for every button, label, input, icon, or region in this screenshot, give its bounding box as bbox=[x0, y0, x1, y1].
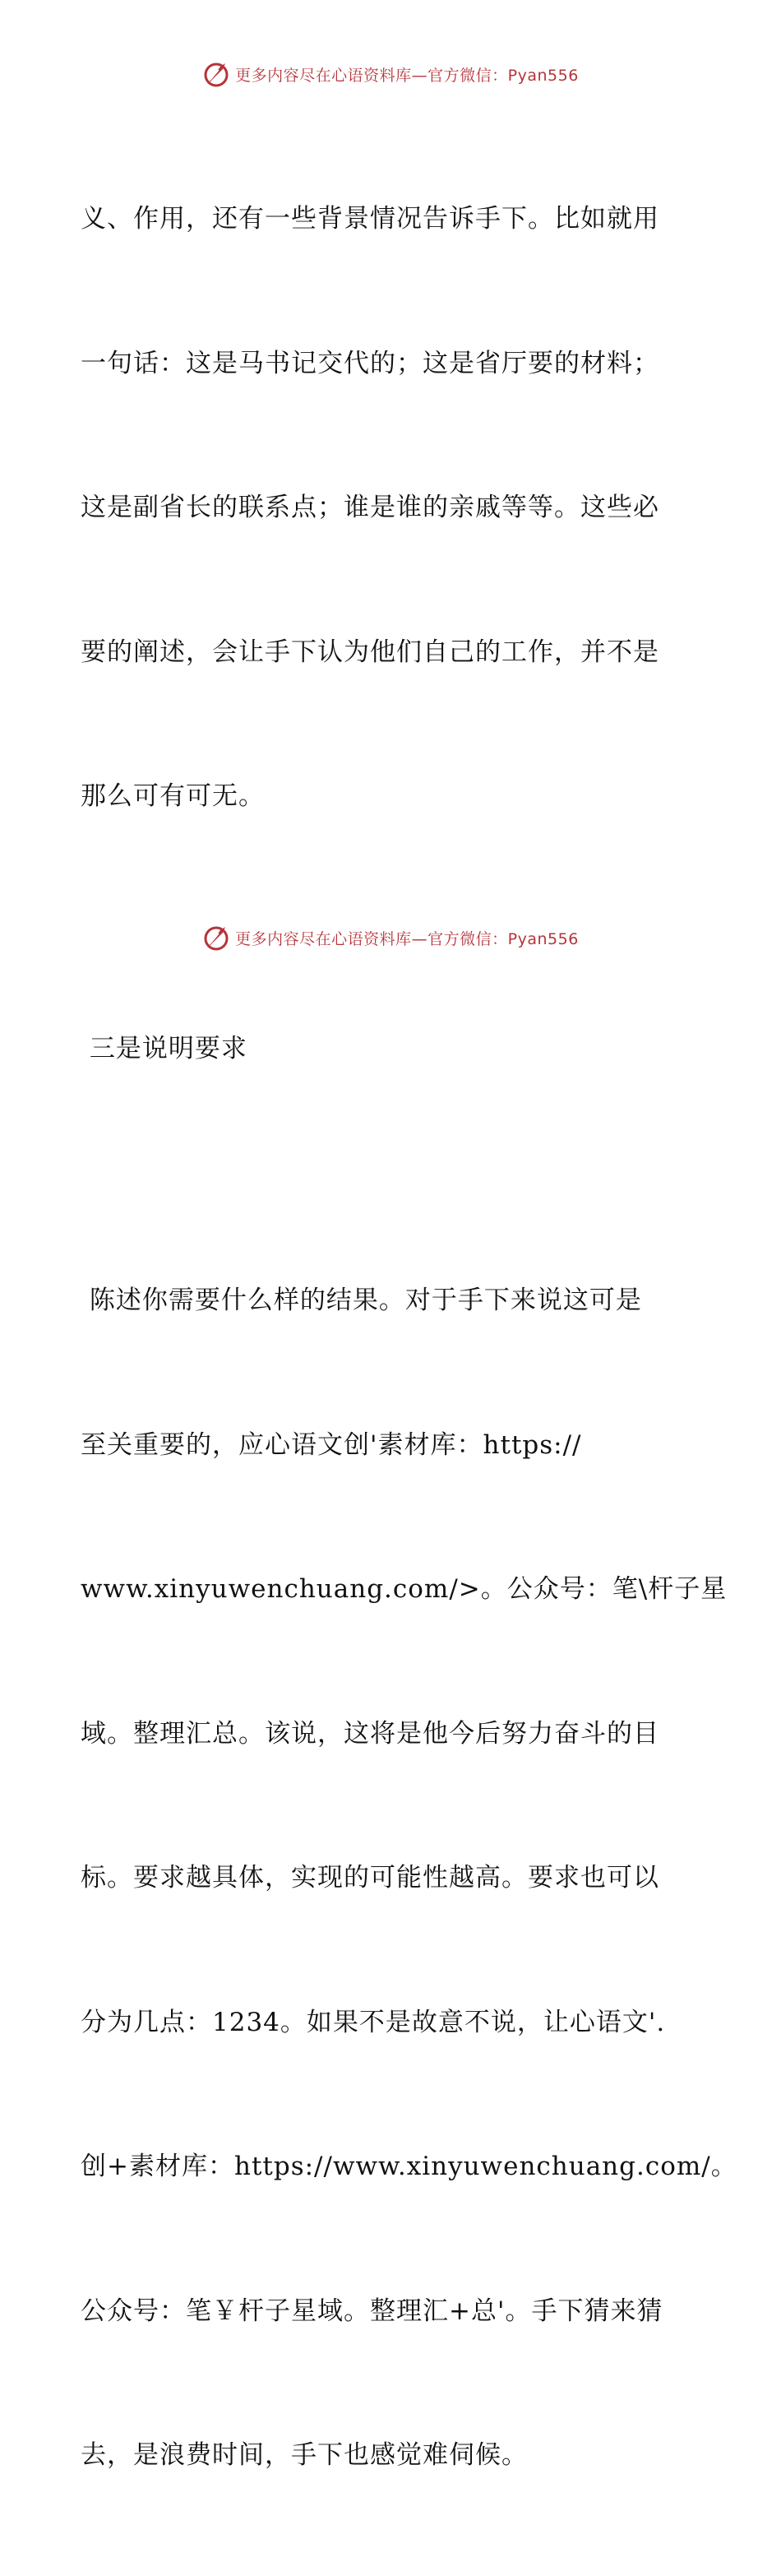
text-line: 去，是浪费时间，手下也感觉难伺候。 bbox=[81, 2440, 528, 2470]
paragraph-2 bbox=[81, 1180, 737, 2576]
text-line: 一句话：这是马书记交代的；这是省厅要的材料； bbox=[81, 348, 659, 378]
text-line: 陈述你需要什么样的结果。对于手下来说这可是 bbox=[81, 1286, 642, 1315]
text-line: 域。整理汇总。该说，这将是他今后努力奋斗的目 bbox=[81, 1718, 659, 1749]
quill-pen-circle-icon bbox=[202, 60, 230, 88]
footer-banner-text: 更多内容尽在心语资料库—官方微信：Pyan556 bbox=[235, 929, 579, 948]
paragraph-1 bbox=[81, 99, 705, 917]
text-line: www.xinyuwenchuang.com/>。公众号：笔\杆子星 bbox=[81, 1574, 728, 1604]
text-line: 义、作用，还有一些背景情况告诉手下。比如就用 bbox=[81, 204, 659, 234]
text-line: 分为几点：1234。如果不是故意不说，让心语文'. bbox=[81, 2007, 666, 2037]
text-line: 标。要求越具体，实现的可能性越高。要求也可以 bbox=[81, 1863, 659, 1893]
header-banner-text: 更多内容尽在心语资料库—官方微信：Pyan556 bbox=[235, 66, 579, 85]
text-line: 这是副省长的联系点；谁是谁的亲戚等等。这些必 bbox=[81, 493, 659, 522]
heading-line: 三是说明要求 bbox=[81, 1033, 247, 1063]
quill-pen-circle-icon bbox=[202, 924, 230, 952]
text-line: 那么可有可无。 bbox=[81, 781, 265, 811]
text-line: 至关重要的，应心语文创'素材库：https:// bbox=[81, 1429, 582, 1460]
document-body bbox=[81, 99, 737, 2576]
text-line: 要的阐述，会让手下认为他们自己的工作，并不是 bbox=[81, 637, 659, 667]
section-heading bbox=[81, 929, 705, 1170]
text-line: 公众号：笔￥杆子星域。整理汇+总'。手下猜来猜 bbox=[81, 2296, 663, 2326]
footer-banner bbox=[0, 921, 781, 954]
header-banner bbox=[0, 58, 781, 90]
text-line: 创+素材库：https://www.xinyuwenchuang.com/。 bbox=[81, 2152, 737, 2181]
